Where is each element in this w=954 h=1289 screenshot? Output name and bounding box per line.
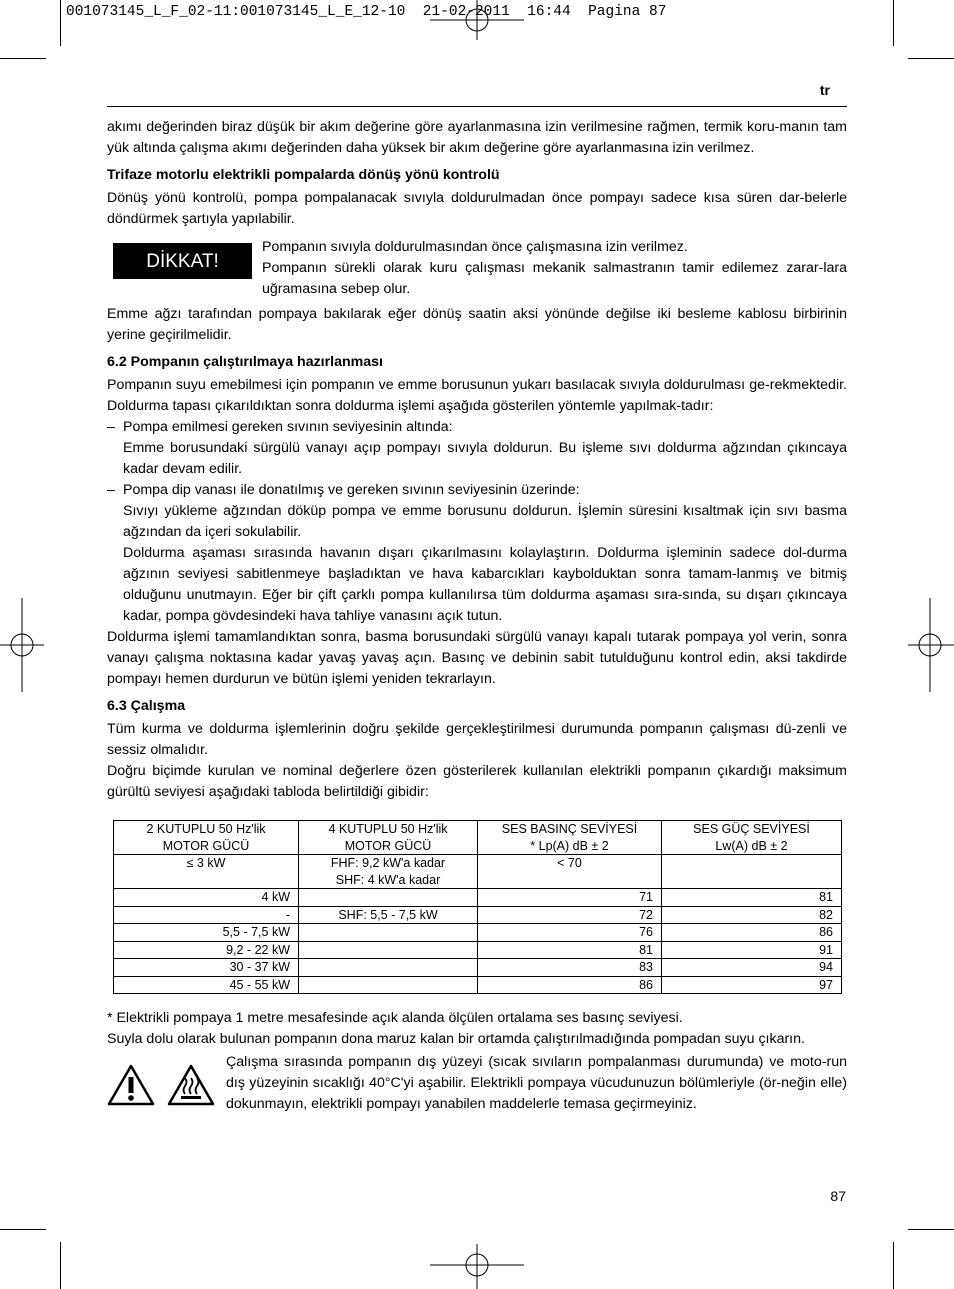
table-cell: SHF: 5,5 - 7,5 kW (299, 906, 478, 924)
header-rule (107, 106, 847, 107)
table-cell: 83 (478, 959, 662, 977)
hot-surface-warning (107, 1052, 847, 1115)
warning-triangle-icon (107, 1064, 155, 1106)
registration-mark-icon (908, 598, 954, 692)
caution-text: Pompanın sürekli olarak kuru çalışması mekanik salmastranın tamir edilemez zarar-lara uğramasına sebep olur. (262, 260, 847, 297)
table-row (114, 889, 842, 907)
language-code: tr (819, 82, 830, 98)
table-cell: ≤ 3 kW (114, 855, 299, 889)
noise-table (113, 820, 842, 994)
table-header-cell: 4 KUTUPLU 50 Hz'lik (328, 822, 448, 836)
table-cell: 9,2 - 22 kW (114, 941, 299, 959)
table-cell (299, 924, 478, 942)
dash-bullet: – (107, 482, 115, 498)
registration-mark-icon (430, 1244, 524, 1289)
table-row (114, 906, 842, 924)
hot-surface-icon (167, 1064, 215, 1106)
table-header-row (114, 821, 842, 855)
list-item (107, 417, 847, 438)
table-row (114, 959, 842, 977)
table-cell: 45 - 55 kW (114, 976, 299, 994)
section-heading: 6.3 Çalışma (107, 698, 186, 714)
table-cell: 5,5 - 7,5 kW (114, 924, 299, 942)
paragraph: Doldurma işlemi tamamlandıktan sonra, basma borusundaki sürgülü vanayı kapalı tutarak pompaya yol verin, sonra vanayı çalışma noktasına kadar yavaş yavaş açın. Basınç ve debinin sabit tutulduğunu kontrol edin, aksi takdirde pompayı hemen durdurun ve bütün işlemi yeniden tekrarlayın. (107, 629, 847, 687)
list-item-text: Sıvıyı yükleme ağzından döküp pompa ve emme borusunu doldurun. İşlemin süresini kısaltmak için sıvı basma ağzından da içeri sokulabilir. (123, 503, 847, 540)
table-header-cell: SES GÜÇ SEVİYESİ (693, 822, 810, 836)
list-item-label: Pompa dip vanası ile donatılmış ve gereken sıvının seviyesinin üzerinde: (123, 482, 580, 498)
table-cell: FHF: 9,2 kW'a kadar (330, 856, 446, 870)
list-item-label: Pompa emilmesi gereken sıvının seviyesinin altında: (123, 419, 453, 435)
table-cell: < 70 (478, 855, 662, 889)
list-item-text: Emme borusundaki sürgülü vanayı açıp pompayı sıvıyla doldurun. Bu işleme sıvı doldurma ağzından çıkıncaya kadar devam edilir. (123, 440, 847, 477)
paragraph: Pompanın suyu emebilmesi için pompanın ve emme borusunun yukarı basılacak sıvıyla doldurulması ge-rekmektedir. Doldurma tapası çıkarıldıktan sonra doldurma işlemi aşağıda gösterilen yöntemle yapılmak-tadır: (107, 377, 847, 414)
table-row (114, 924, 842, 942)
table-header-cell: SES BASINÇ SEVİYESİ (501, 822, 638, 836)
table-cell: 91 (662, 941, 842, 959)
page-number: 87 (830, 1188, 846, 1204)
paragraph: akımı değerinden biraz düşük bir akım değerine göre ayarlanmasına izin verilmesine rağmen, termik koru-manın tam yük altında çalışma akımı değerinden daha yüksek bir akım değerine göre ayarlanmasına izin verilmez. (107, 119, 847, 156)
table-header-cell: 2 KUTUPLU 50 Hz'lik (146, 822, 266, 836)
table-cell: SHF: 4 kW'a kadar (335, 872, 441, 887)
caution-block (107, 237, 847, 300)
print-slug: 001073145_L_F_02-11:001073145_L_E_12-10 21-02-2011 16:44 Pagina 87 (66, 4, 667, 20)
list-item (107, 480, 847, 501)
page-content (107, 117, 847, 1115)
list-item-text: Doldurma aşaması sırasında havanın dışarı çıkarılmasını kolaylaştırın. Doldurma işleminin sadece dol-durma ağzının seviyesi sabitlenmeye başladıktan ve hava kabarcıkları kaybolduktan sonra tamam-lanmış ve bitmiş olduğunu unutmayın. Eğer bir çift çarklı pompa kullanılırsa tüm doldurma aşaması sıra-sında, su dışarı çıkıncaya kadar, pompa gövdesindeki hava tahliye vanasını açık tutun. (123, 545, 847, 624)
table-cell: 86 (478, 976, 662, 994)
table-cell: 81 (478, 941, 662, 959)
table-cell: 71 (478, 889, 662, 907)
dash-bullet: – (107, 419, 115, 435)
section-heading: 6.2 Pompanın çalıştırılmaya hazırlanması (107, 354, 383, 370)
table-cell (299, 959, 478, 977)
table-header-cell: MOTOR GÜCÜ (162, 838, 250, 853)
table-cell: 86 (662, 924, 842, 942)
registration-mark-icon (430, 0, 524, 40)
paragraph: Emme ağzı tarafından pompaya bakılarak eğer dönüş saatin aksi yönünde değilse iki besleme kablosu birbirinin yerine geçirilmelidir. (107, 306, 847, 343)
caution-label: DİKKAT! (113, 243, 252, 279)
table-cell: 97 (662, 976, 842, 994)
table-cell: 81 (662, 889, 842, 907)
warning-text: Çalışma sırasında pompanın dış yüzeyi (sıcak sıvıların pompalanması durumunda) ve moto-run dış yüzeyinin sıcaklığı 40°C'yi aşabilir. Elektrikli pompaya vücudunuzun bölümleriyle (ör-neğin elle) dokunmayın, elektrikli pompayı yanabilen maddelerle temasa geçirmeyiniz. (226, 1054, 847, 1112)
table-cell: 76 (478, 924, 662, 942)
table-cell: 94 (662, 959, 842, 977)
table-row (114, 855, 842, 889)
table-header-cell: MOTOR GÜCÜ (344, 838, 432, 853)
table-cell: 72 (478, 906, 662, 924)
paragraph: Suyla dolu olarak bulunan pompanın dona maruz kalan bir ortamda çalıştırılmadığında pompadan suyu çıkarın. (107, 1031, 805, 1047)
table-cell (662, 855, 842, 889)
registration-mark-icon (0, 598, 44, 692)
paragraph: Tüm kurma ve doldurma işlemlerinin doğru şekilde gerçekleştirilmesi durumunda pompanın çalışması dü-zenli ve sessiz olmalıdır. (107, 721, 847, 758)
table-cell: 30 - 37 kW (114, 959, 299, 977)
table-cell (299, 976, 478, 994)
table-cell: 82 (662, 906, 842, 924)
table-row (114, 941, 842, 959)
table-header-cell: * Lp(A) dB ± 2 (530, 838, 609, 853)
table-header-cell: Lw(A) dB ± 2 (715, 838, 788, 853)
paragraph: Dönüş yönü kontrolü, pompa pompalanacak sıvıyla doldurulmadan önce pompayı sadece kısa süren dar-belerle döndürmek şartıyla yapılabilir. (107, 190, 847, 227)
footnote: * Elektrikli pompaya 1 metre mesafesinde açık alanda ölçülen ortalama ses basınç seviyesi. (107, 1010, 683, 1026)
table-cell: 4 kW (114, 889, 299, 907)
section-heading: Trifaze motorlu elektrikli pompalarda dönüş yönü kontrolü (107, 167, 500, 183)
paragraph: Doğru biçimde kurulan ve nominal değerlere özen gösterilerek kullanılan elektrikli pompanın çıkardığı maksimum gürültü seviyesi aşağıdaki tabloda belirtildiği gibidir: (107, 763, 847, 800)
caution-text: Pompanın sıvıyla doldurulmasından önce çalışmasına izin verilmez. (262, 239, 688, 255)
table-cell (299, 889, 478, 907)
table-cell: - (114, 906, 299, 924)
table-cell (299, 941, 478, 959)
table-row (114, 976, 842, 994)
